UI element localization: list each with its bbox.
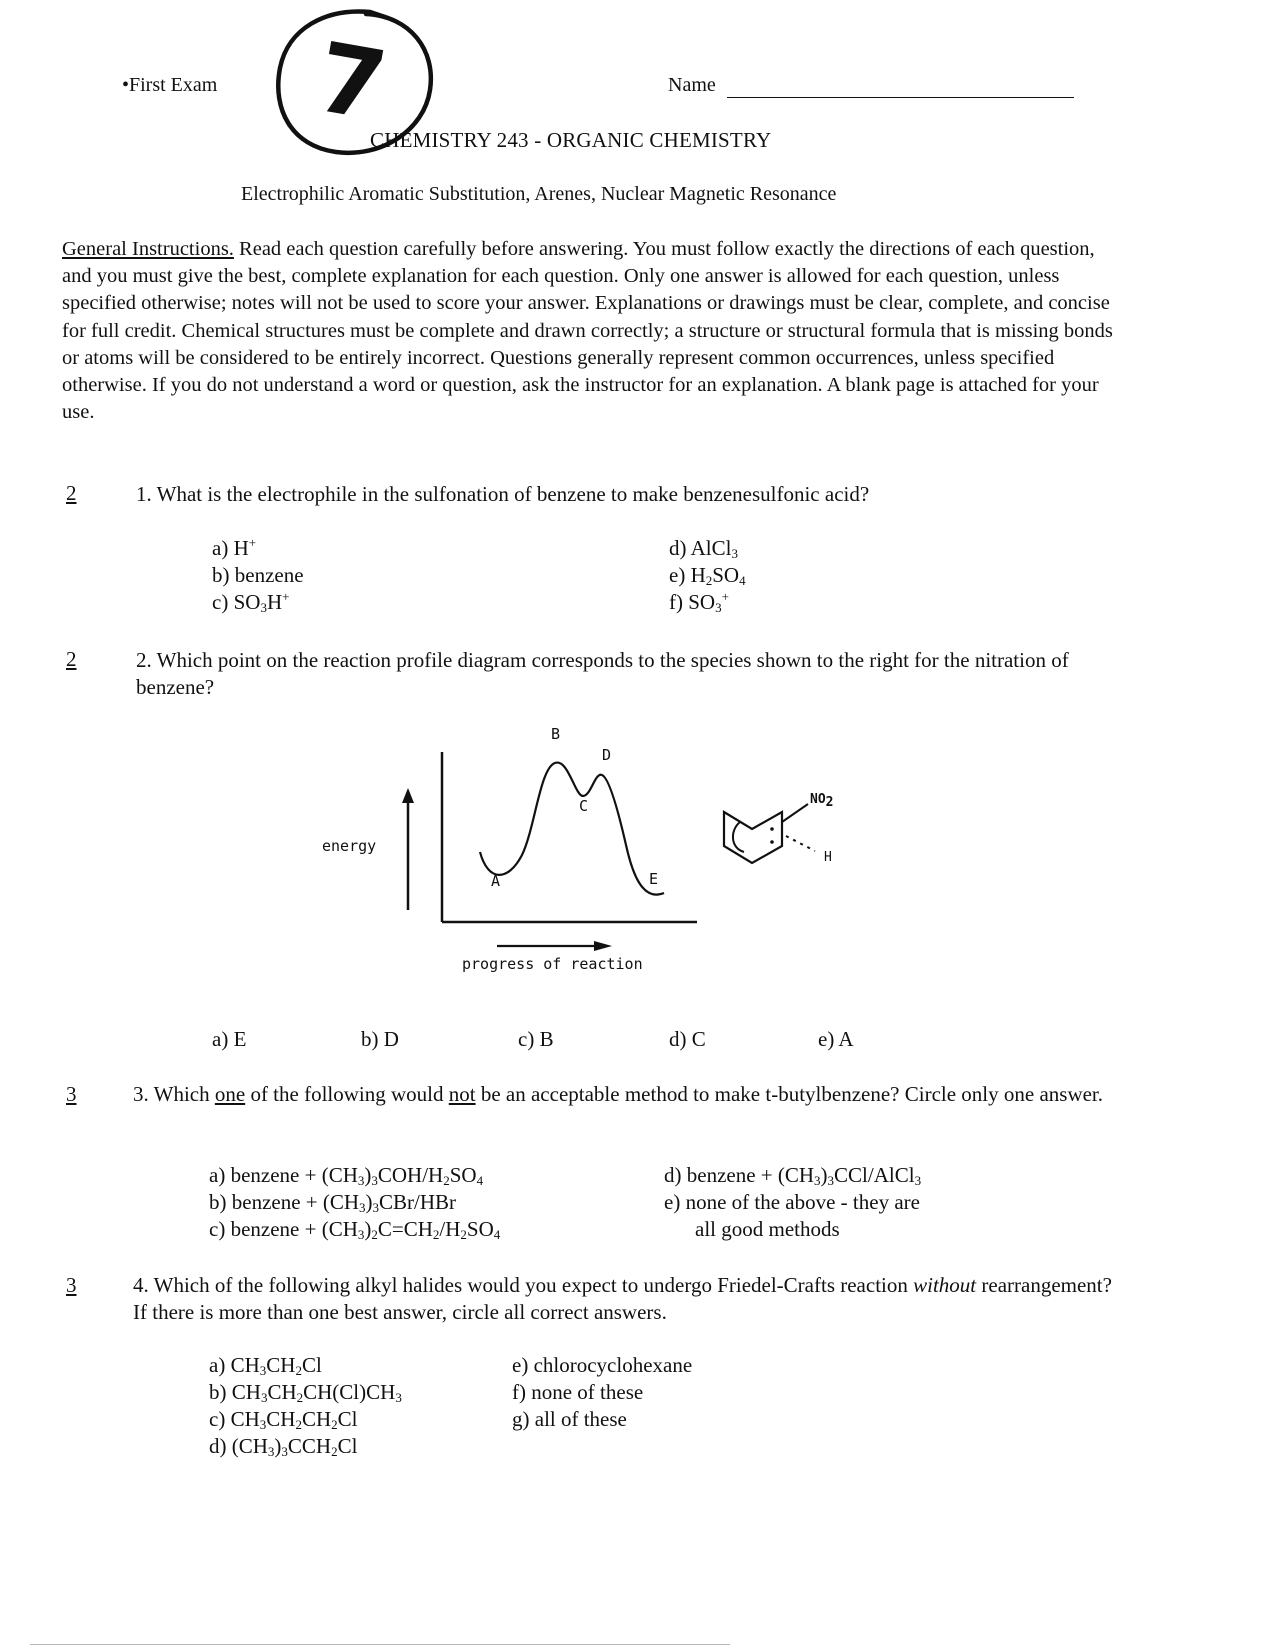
exam-label: •First Exam (122, 74, 218, 96)
point-c-label: C (579, 797, 589, 815)
scan-noise-line (30, 1644, 730, 1645)
q1-option-e[interactable]: e) $H_2SO_4$ (669, 563, 746, 588)
q3-option-a[interactable]: a) benzene + $(CH_3)_3COH/H_2SO_4$ (209, 1163, 484, 1188)
name-label: Name (668, 74, 716, 96)
course-title: CHEMISTRY 243 - ORGANIC CHEMISTRY (370, 128, 772, 152)
exam-subtitle: Electrophilic Aromatic Substitution, Arenes, Nuclear Magnetic Resonance (241, 183, 837, 205)
q1-option-b[interactable]: b) benzene (212, 563, 304, 587)
q2-option-d[interactable]: d) C (669, 1027, 706, 1051)
q3-option-d[interactable]: d) benzene + $(CH_3)_3CCl/AlCl_3$ (664, 1163, 922, 1188)
h-bond-dots (786, 836, 815, 851)
q1-points: 2 (66, 481, 77, 505)
q3-points: 3 (66, 1082, 77, 1106)
q1-option-d[interactable]: d) AlCl$_3$ (669, 536, 738, 561)
q4-option-c[interactable]: c) $CH_3CH_2CH_2Cl$ (209, 1407, 358, 1432)
q4-points: 3 (66, 1273, 77, 1297)
point-e-label: E (649, 870, 659, 888)
no2-bond (782, 804, 808, 822)
q2-text: Which point on the reaction profile diagram corresponds to the species shown to the right for the nitration of benzene? (136, 648, 1069, 699)
energy-label: energy (322, 837, 377, 855)
q3-option-e[interactable]: e) none of the above - they are (664, 1190, 920, 1214)
q2-option-a[interactable]: a) E (212, 1027, 247, 1051)
q1-option-f[interactable]: f) $SO_3^+$ (669, 589, 729, 615)
ring-dot-1 (770, 827, 774, 831)
q1-text: What is the electrophile in the sulfonation of benzene to make benzenesulfonic acid? (156, 482, 870, 506)
energy-arrow-head (402, 788, 414, 803)
point-b-label: B (551, 725, 561, 743)
instructions-body: Read each question carefully before answering. You must follow exactly the directions of each question, and you must give the best, complete explanation for each question. Only one answer is allowed for each question, unless specified otherwise; notes will not be used to score your answer. Explanations or drawings must be clear, complete, and concise for full credit. Chemical structures must be complete and drawn correctly; a structure or structural formula that is missing bonds or atoms will be considered to be entirely incorrect. Questions generally represent common occurrences, unless specified otherwise. If you do not understand a word or question, ask the instructor for an explanation. A blank page is attached for your use. (62, 238, 1113, 424)
q4-option-b[interactable]: b) $CH_3CH_2CH(Cl)CH_3$ (209, 1380, 402, 1405)
q3-text: 3. Which one of the following would not be an acceptable method to make t-butylbenzene? Circle only one answer. (133, 1082, 1104, 1106)
q4-option-g[interactable]: g) all of these (512, 1407, 627, 1431)
progress-arrow-head (594, 941, 612, 951)
point-d-label: D (602, 746, 612, 764)
q1-option-c[interactable]: c) $SO_3H^+$ (212, 589, 290, 615)
q3-option-b[interactable]: b) benzene + $(CH_3)_3CBr$/HBr (209, 1190, 457, 1215)
grade-mark: 7 (308, 21, 395, 143)
q4-option-a[interactable]: a) $CH_3CH_2Cl$ (209, 1353, 322, 1378)
q2-points: 2 (66, 647, 77, 671)
q4-option-d[interactable]: d) $(CH_3)_3CCH_2Cl$ (209, 1434, 358, 1459)
species-no2-label: $NO_2$ (810, 792, 834, 810)
q2-number: 2. (136, 648, 152, 672)
q4-text: 4. Which of the following alkyl halides would you expect to undergo Friedel-Crafts reaction without rearrangement? If there is more than one best answer, circle all correct answers. (133, 1273, 1112, 1324)
q2-option-e[interactable]: e) A (818, 1027, 854, 1051)
point-a-label: A (491, 872, 501, 890)
benzene-ring-delocalization (733, 822, 744, 852)
q4-option-f[interactable]: f) none of these (512, 1380, 644, 1404)
q3-option-e-continued: all good methods (695, 1217, 840, 1241)
species-h-label: H (824, 850, 832, 865)
q4-option-e[interactable]: e) chlorocyclohexane (512, 1353, 693, 1377)
ring-dot-2 (770, 840, 774, 844)
progress-label: progress of reaction (462, 955, 643, 973)
q2-option-b[interactable]: b) D (361, 1027, 399, 1051)
instructions-lead: General Instructions. (62, 238, 234, 260)
energy-curve (480, 763, 664, 895)
q1-option-a[interactable]: a) H+ (212, 535, 257, 560)
q1-number: 1. (136, 482, 152, 506)
q3-option-c[interactable]: c) benzene + $(CH_3)_2C=CH_2/H_2SO_4$ (209, 1217, 501, 1242)
q2-option-c[interactable]: c) B (518, 1027, 554, 1051)
